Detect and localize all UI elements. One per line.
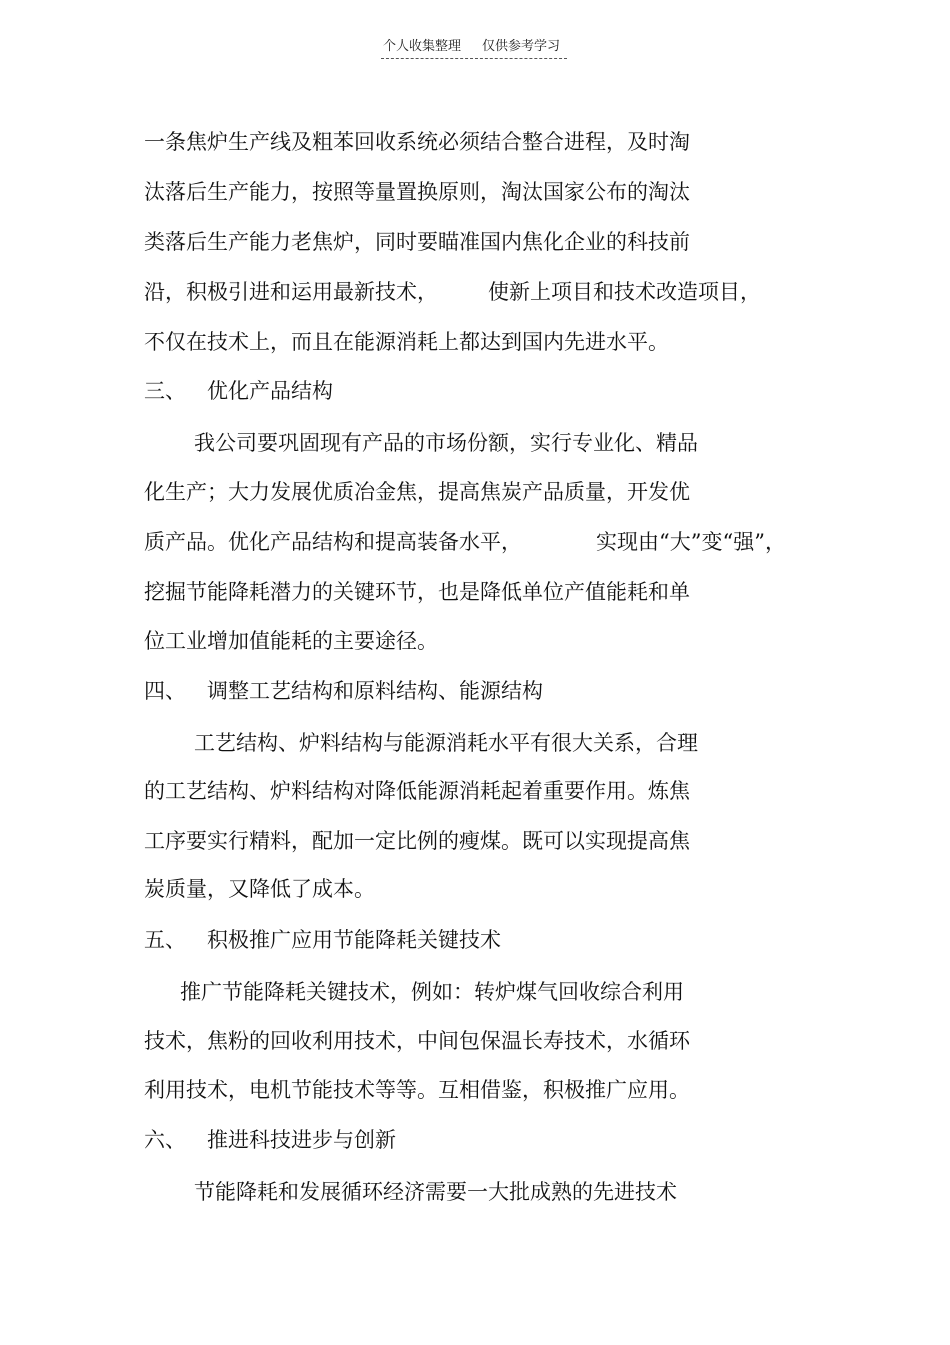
body-line <box>0 527 950 557</box>
text-segment: 推广节能降耗关键技术，例如：转炉煤气回收综合利用 <box>180 980 684 1004</box>
header-right-text: 仅供参考学习 <box>482 39 561 54</box>
body-line <box>0 874 950 904</box>
text-segment: 质产品。优化产品结构和提高装备水平， <box>144 530 522 554</box>
text-segment: 工序要实行精料，配加一定比例的瘦煤。既可以实现提高焦 <box>144 829 690 853</box>
text-segment: 炭质量，又降低了成本。 <box>144 877 375 901</box>
section-title: 推进科技进步与创新 <box>207 1128 396 1152</box>
section-heading <box>0 676 950 706</box>
body-line <box>0 227 950 257</box>
body-line <box>0 477 950 507</box>
text-segment: 使新上项目和技术改造项目， <box>488 280 761 304</box>
body-line <box>0 428 950 458</box>
text-segment: 我公司要巩固现有产品的市场份额，实行专业化、精品 <box>194 431 698 455</box>
body-line <box>0 1177 950 1207</box>
body-line <box>0 327 950 357</box>
page-header <box>0 38 950 62</box>
text-segment: 位工业增加值能耗的主要途径。 <box>144 629 438 653</box>
body-line <box>0 177 950 207</box>
body-line <box>0 1075 950 1105</box>
section-number: 四、 <box>144 679 186 703</box>
section-title: 优化产品结构 <box>207 379 333 403</box>
section-title: 调整工艺结构和原料结构、能源结构 <box>207 679 543 703</box>
body-line <box>0 776 950 806</box>
text-segment: 一条焦炉生产线及粗苯回收系统必须结合整合进程，及时淘 <box>144 130 690 154</box>
section-title: 积极推广应用节能降耗关键技术 <box>207 928 501 952</box>
section-number: 六、 <box>144 1128 186 1152</box>
text-segment: 利用技术，电机节能技术等等。互相借鉴，积极推广应用。 <box>144 1078 690 1102</box>
text-segment: 的工艺结构、炉料结构对降低能源消耗起着重要作用。炼焦 <box>144 779 690 803</box>
body-line <box>0 626 950 656</box>
text-segment: 类落后生产能力老焦炉，同时要瞄准国内焦化企业的科技前 <box>144 230 690 254</box>
text-segment: 化生产；大力发展优质冶金焦，提高焦炭产品质量，开发优 <box>144 480 690 504</box>
section-heading <box>0 376 950 406</box>
text-segment: 汰落后生产能力，按照等量置换原则，淘汰国家公布的淘汰 <box>144 180 690 204</box>
text-segment: 实现由“大”变“强”， <box>596 530 786 554</box>
body-line <box>0 826 950 856</box>
body-line <box>0 127 950 157</box>
text-segment: 挖掘节能降耗潜力的关键环节，也是降低单位产值能耗和单 <box>144 580 690 604</box>
text-segment: 节能降耗和发展循环经济需要一大批成熟的先进技术 <box>194 1180 677 1204</box>
header-dashed-rule <box>381 58 567 59</box>
section-heading <box>0 925 950 955</box>
text-segment: 技术，焦粉的回收利用技术，中间包保温长寿技术，水循环 <box>144 1029 690 1053</box>
header-left-text: 个人收集整理 <box>383 39 462 54</box>
body-line <box>0 1026 950 1056</box>
text-segment: 不仅在技术上，而且在能源消耗上都达到国内先进水平。 <box>144 330 669 354</box>
section-number: 三、 <box>144 379 186 403</box>
text-segment: 工艺结构、炉料结构与能源消耗水平有很大关系，合理 <box>194 731 698 755</box>
section-heading <box>0 1125 950 1155</box>
body-line <box>0 728 950 758</box>
body-line <box>0 977 950 1007</box>
text-segment: 沿，积极引进和运用最新技术， <box>144 280 438 304</box>
section-number: 五、 <box>144 928 186 952</box>
body-line <box>0 277 950 307</box>
body-line <box>0 577 950 607</box>
